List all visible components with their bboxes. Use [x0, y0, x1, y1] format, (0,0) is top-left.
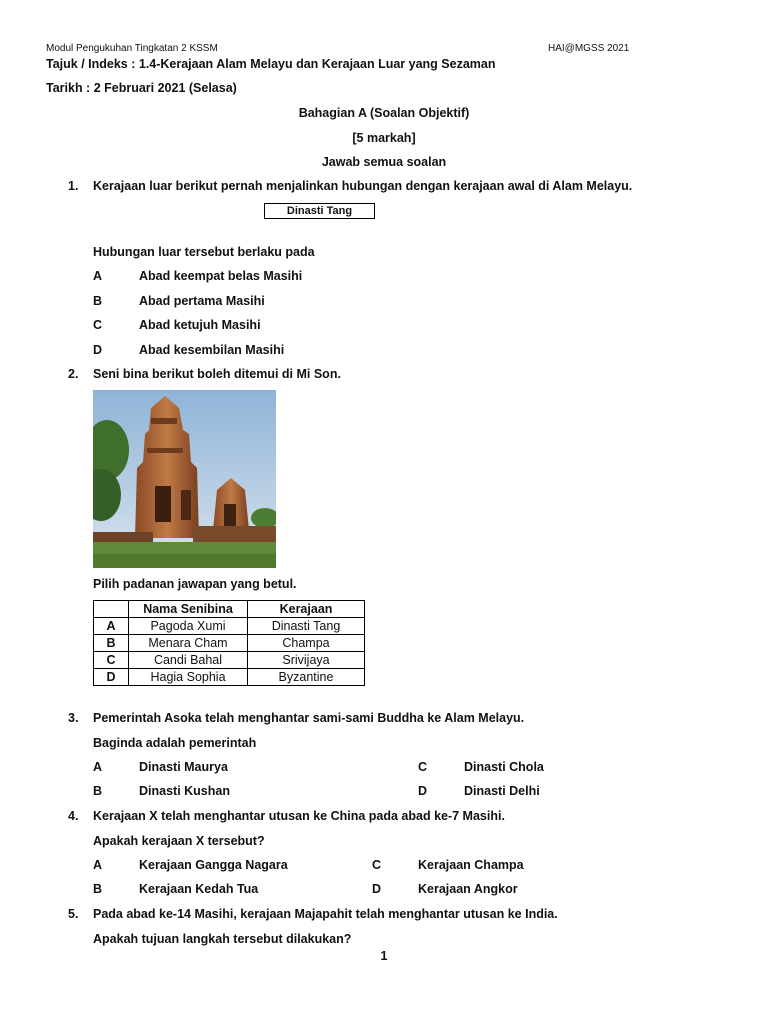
kingdom-cell: Byzantine	[248, 669, 365, 686]
q3-option-d-letter: D	[418, 784, 428, 798]
section-title: Bahagian A (Soalan Objektif)	[298, 106, 470, 120]
q4-text: Kerajaan X telah menghantar utusan ke China pada abad ke-7 Masihi.	[93, 809, 505, 823]
kingdom-cell: Srivijaya	[248, 652, 365, 669]
q1-text: Kerajaan luar berikut pernah menjalinkan hubungan dengan kerajaan awal di Alam Melayu.	[93, 179, 633, 193]
q3-option-c[interactable]: Dinasti Chola	[464, 760, 544, 774]
architecture-cell: Candi Bahal	[129, 652, 248, 669]
q1-source-box: Dinasti Tang	[264, 203, 375, 219]
q4-option-d[interactable]: Kerajaan Angkor	[418, 882, 518, 896]
q1-option-b-letter: B	[93, 294, 103, 308]
q3-option-c-letter: C	[418, 760, 428, 774]
q1-option-a-letter: A	[93, 269, 103, 283]
q4-option-a-letter: A	[93, 858, 103, 872]
q3-number: 3.	[68, 711, 79, 725]
q5-stem: Apakah tujuan langkah tersebut dilakukan?	[93, 932, 352, 946]
q3-stem: Baginda adalah pemerintah	[93, 736, 257, 750]
q3-option-a[interactable]: Dinasti Maurya	[139, 760, 228, 774]
page-number: 1	[380, 949, 388, 963]
q3-text: Pemerintah Asoka telah menghantar sami-sami Buddha ke Alam Melayu.	[93, 711, 525, 725]
q4-option-a[interactable]: Kerajaan Gangga Nagara	[139, 858, 288, 872]
table-row[interactable]	[94, 635, 365, 652]
q3-option-b[interactable]: Dinasti Kushan	[139, 784, 230, 798]
architecture-cell: Hagia Sophia	[129, 669, 248, 686]
module-label: Modul Pengukuhan Tingkatan 2 KSSM	[46, 43, 218, 54]
kingdom-cell: Dinasti Tang	[248, 618, 365, 635]
section-instruction: Jawab semua soalan	[321, 155, 447, 169]
table-header-architecture: Nama Senibina	[129, 601, 248, 618]
q4-stem: Apakah kerajaan X tersebut?	[93, 834, 265, 848]
q4-option-b[interactable]: Kerajaan Kedah Tua	[139, 882, 259, 896]
q1-option-b[interactable]: Abad pertama Masihi	[139, 294, 265, 308]
q4-option-c[interactable]: Kerajaan Champa	[418, 858, 524, 872]
table-row[interactable]	[94, 669, 365, 686]
section-marks: [5 markah]	[352, 131, 416, 145]
q4-number: 4.	[68, 809, 79, 823]
table-header-kingdom: Kerajaan	[248, 601, 365, 618]
table-header-blank	[94, 601, 129, 618]
q1-option-c[interactable]: Abad ketujuh Masihi	[139, 318, 261, 332]
q2-number: 2.	[68, 367, 79, 381]
table-row[interactable]	[94, 652, 365, 669]
q1-option-a[interactable]: Abad keempat belas Masihi	[139, 269, 303, 283]
q4-option-b-letter: B	[93, 882, 103, 896]
q1-option-d[interactable]: Abad kesembilan Masihi	[139, 343, 285, 357]
table-header-row	[94, 601, 365, 618]
row-letter: A	[94, 618, 129, 635]
q3-option-d[interactable]: Dinasti Delhi	[464, 784, 540, 798]
row-letter: B	[94, 635, 129, 652]
mi-son-temple-photo	[93, 390, 276, 568]
q1-option-c-letter: C	[93, 318, 103, 332]
q2-text: Seni bina berikut boleh ditemui di Mi Son.	[93, 367, 341, 381]
date-heading: Tarikh : 2 Februari 2021 (Selasa)	[46, 81, 237, 95]
q4-option-d-letter: D	[372, 882, 382, 896]
document-code: HAI@MGSS 2021	[548, 43, 630, 54]
q1-stem: Hubungan luar tersebut berlaku pada	[93, 245, 315, 259]
architecture-cell: Menara Cham	[129, 635, 248, 652]
row-letter: C	[94, 652, 129, 669]
q4-option-c-letter: C	[372, 858, 382, 872]
q1-number: 1.	[68, 179, 79, 193]
q2-stem: Pilih padanan jawapan yang betul.	[93, 577, 297, 591]
architecture-cell: Pagoda Xumi	[129, 618, 248, 635]
topic-heading: Tajuk / Indeks : 1.4-Kerajaan Alam Melayu dan Kerajaan Luar yang Sezaman	[46, 57, 496, 71]
q5-text: Pada abad ke-14 Masihi, kerajaan Majapahit telah menghantar utusan ke India.	[93, 907, 558, 921]
q1-option-d-letter: D	[93, 343, 103, 357]
q3-option-b-letter: B	[93, 784, 103, 798]
row-letter: D	[94, 669, 129, 686]
kingdom-cell: Champa	[248, 635, 365, 652]
table-row[interactable]	[94, 618, 365, 635]
q2-answer-table	[93, 600, 365, 686]
q3-option-a-letter: A	[93, 760, 103, 774]
q5-number: 5.	[68, 907, 79, 921]
